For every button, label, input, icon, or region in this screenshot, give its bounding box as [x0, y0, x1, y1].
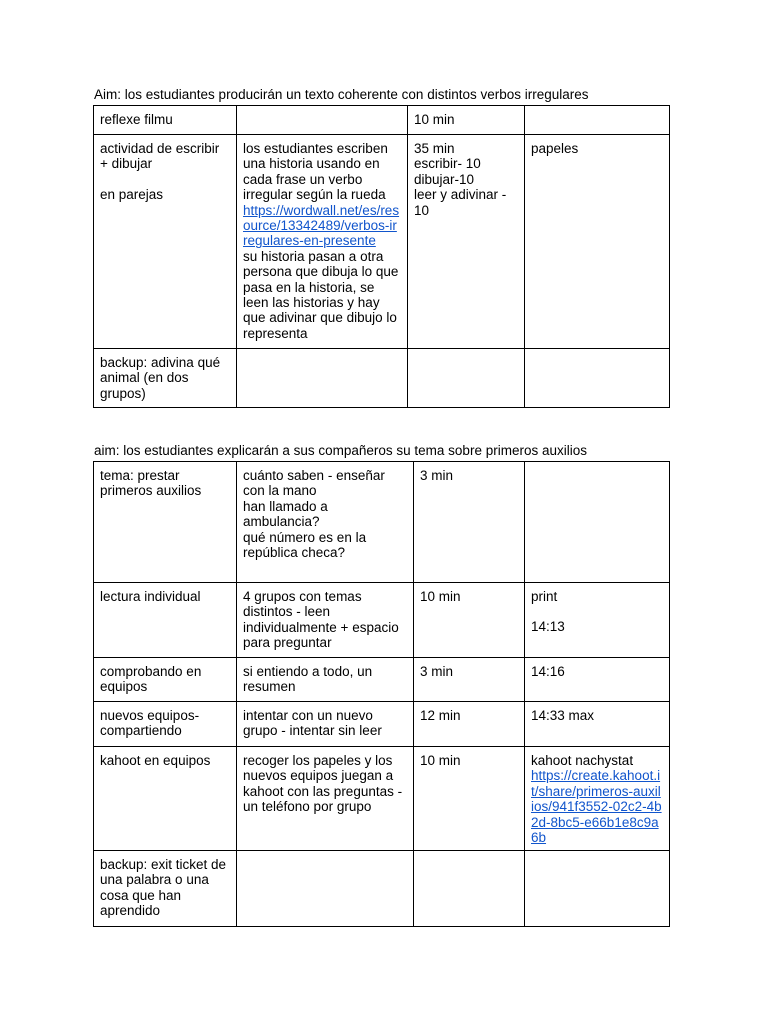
table-row [94, 658, 670, 702]
wordwall-link[interactable]: https://wordwall.net/es/resource/13342489/verbos-irregulares-en-presente [243, 202, 400, 249]
materials-cell [525, 583, 670, 658]
description-cell [237, 135, 408, 349]
materials-cell: 14:33 max [525, 702, 670, 747]
description-cell: si entiendo a todo, un resumen [237, 658, 414, 702]
time-cell: 10 min [414, 583, 525, 658]
lesson2-aim: aim: los estudiantes explicarán a sus compañeros su tema sobre primeros auxilios [94, 443, 587, 458]
description-cell: 4 grupos con temas distintos - leen individualmente + espacio para preguntar [237, 583, 414, 658]
table-row [94, 106, 670, 135]
description-cell [237, 349, 408, 408]
table-row [94, 702, 670, 747]
activity-cell: nuevos equipos-compartiendo [94, 702, 237, 747]
time-cell: 10 min [408, 106, 525, 135]
time-cell: 12 min [414, 702, 525, 747]
description-cell: intentar con un nuevo grupo - intentar sin leer [237, 702, 414, 747]
table-row [94, 135, 670, 349]
table-row [94, 462, 670, 583]
lesson1-aim: Aim: los estudiantes producirán un texto coherente con distintos verbos irregulares [94, 87, 589, 102]
activity-cell: lectura individual [94, 583, 237, 658]
materials-cell: 14:16 [525, 658, 670, 702]
time-cell [414, 851, 525, 927]
description-text: su historia pasan a otra persona que dibuja lo que pasa en la historia, se leen las historias y hay que adivinar que dibujo lo representa [243, 248, 399, 341]
time-cell: 10 min [414, 747, 525, 851]
materials-cell: papeles [525, 135, 670, 349]
materials-text: kahoot nachystat [531, 753, 634, 768]
table-row [94, 583, 670, 658]
activity-cell: comprobando en equipos [94, 658, 237, 702]
activity-grouping: en parejas [100, 186, 164, 202]
description-cell [237, 462, 414, 583]
materials-cell [525, 106, 670, 135]
lesson2-table [93, 461, 670, 927]
table-row [94, 349, 670, 408]
materials-cell [525, 349, 670, 408]
description-text: cuánto saben - enseñar con la mano han llamado a ambulancia? qué número es en la república checa? [243, 468, 385, 561]
time-cell: 3 min [414, 462, 525, 583]
activity-cell: backup: exit ticket de una palabra o una cosa que han aprendido [94, 851, 237, 927]
description-cell: recoger los papeles y los nuevos equipos juegan a kahoot con las preguntas - un teléfono por grupo [237, 747, 414, 851]
activity-title: actividad de escribir + dibujar [100, 141, 220, 172]
materials-cell [525, 747, 670, 851]
kahoot-link[interactable]: https://create.kahoot.it/share/primeros-auxilios/941f3552-02c2-4b2d-8bc5-e66b1e8c9a6b [531, 768, 662, 846]
activity-cell: tema: prestar primeros auxilios [94, 462, 237, 583]
description-cell [237, 106, 408, 135]
materials-text: print [531, 589, 558, 604]
activity-cell: reflexe filmu [94, 106, 237, 135]
lesson1-table [93, 105, 670, 408]
time-cell: 3 min [414, 658, 525, 702]
time-text: 35 min escribir- 10 dibujar-10 leer y adivinar - 10 [414, 141, 507, 218]
materials-cell [525, 851, 670, 927]
timestamp-text: 14:13 [531, 619, 565, 635]
description-text: los estudiantes escriben una historia usando en cada frase un verbo irregular según la rueda [243, 141, 388, 203]
materials-cell [525, 462, 670, 583]
table-row [94, 747, 670, 851]
time-cell [408, 135, 525, 349]
time-cell [408, 349, 525, 408]
description-cell [237, 851, 414, 927]
activity-cell: kahoot en equipos [94, 747, 237, 851]
activity-cell [94, 135, 237, 349]
activity-cell: backup: adivina qué animal (en dos grupos) [94, 349, 237, 408]
table-row [94, 851, 670, 927]
